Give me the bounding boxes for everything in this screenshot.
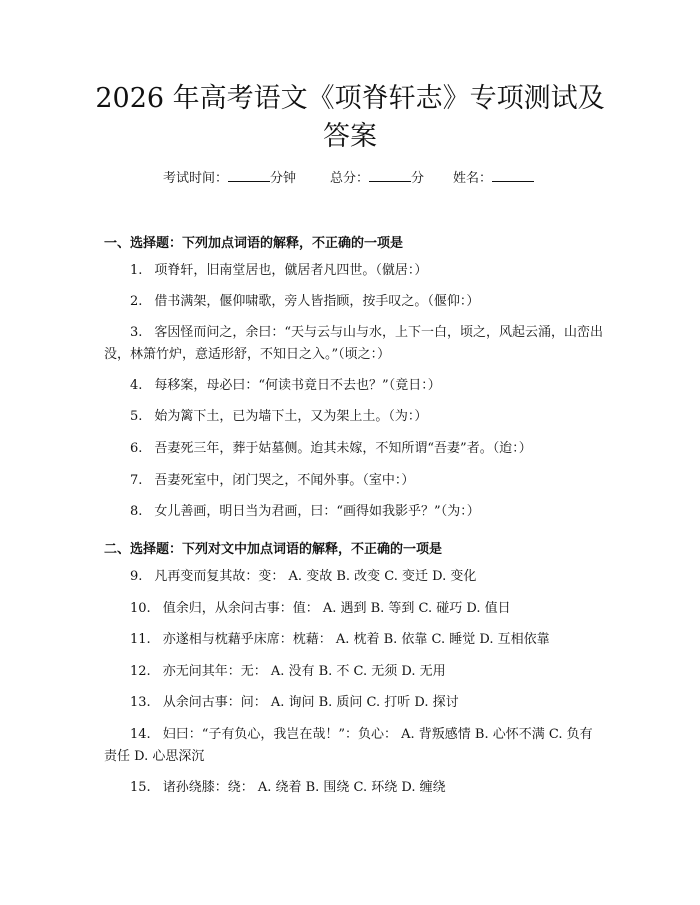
section-2-heading: 二、选择题：下列对文中加点词语的解释，不正确的一项是 (104, 542, 443, 557)
total-score-field (330, 168, 424, 188)
question-number: 6. (130, 441, 143, 456)
exam-time-field (163, 168, 296, 188)
exam-time-unit: 分钟 (270, 171, 297, 186)
question-number: 1. (130, 263, 143, 278)
question-6 (104, 438, 604, 460)
question-number: 14. (130, 727, 151, 742)
question-12 (104, 661, 604, 683)
question-text: 亦遂相与枕藉乎床席：枕藉： A. 枕着 B. 依靠 C. 睡觉 D. 互相依靠 (162, 632, 550, 647)
question-number: 3. (130, 325, 143, 340)
question-number: 7. (130, 473, 143, 488)
question-text: 借书满架，偃仰啸歌，旁人皆指顾，按手叹之。（偃仰：） (154, 294, 480, 309)
question-10 (104, 598, 604, 620)
total-score-blank[interactable] (369, 168, 411, 182)
question-number: 9. (130, 569, 143, 584)
question-4 (104, 375, 604, 397)
question-2 (104, 291, 604, 313)
document-title: 2026 年高考语文《项脊轩志》专项测试及答案 (95, 83, 605, 152)
question-number: 8. (130, 504, 143, 519)
question-3 (104, 322, 604, 366)
question-text: 始为篱下土，已为墙下土，又为架上土。（为：） (154, 409, 428, 424)
total-score-label: 总分： (330, 171, 370, 186)
total-score-unit: 分 (411, 171, 425, 186)
question-number: 12. (130, 664, 151, 679)
question-text: 女儿善画，明日当为君画，曰：“画得如我影乎？”（为：） (154, 504, 480, 519)
question-text: 诸孙绕膝：绕： A. 绕着 B. 围绕 C. 环绕 D. 缠绕 (162, 780, 446, 795)
section-1-heading: 一、选择题：下列加点词语的解释，不正确的一项是 (104, 236, 404, 251)
question-text: 客因怪而问之，余曰：“天与云与山与水，上下一白，顷之，风起云涌，山峦出没，林箫竹炉，意适形舒，不知日之入。”（顷之：） (104, 325, 604, 362)
question-13 (104, 692, 604, 714)
question-number: 13. (130, 695, 151, 710)
student-name-field (453, 168, 534, 188)
question-text: 值余归，从余问古事：值： A. 遇到 B. 等到 C. 碰巧 D. 值日 (162, 601, 511, 616)
question-number: 2. (130, 294, 143, 309)
question-8 (104, 501, 604, 523)
question-9 (104, 566, 604, 588)
question-number: 10. (130, 601, 151, 616)
question-14 (104, 724, 604, 768)
exam-time-blank[interactable] (228, 168, 270, 182)
question-text: 凡再变而复其故：变： A. 变故 B. 改变 C. 变迁 D. 变化 (154, 569, 477, 584)
question-5 (104, 406, 604, 428)
student-name-label: 姓名： (453, 171, 493, 186)
question-number: 15. (130, 780, 151, 795)
student-name-blank[interactable] (492, 168, 534, 182)
question-7 (104, 470, 604, 492)
question-text: 吾妻死三年，葬于姑墓侧。迨其未嫁，不知所谓“吾妻”者。（迨：） (154, 441, 532, 456)
question-text: 项脊轩，旧南堂居也，僦居者凡四世。（僦居：） (154, 263, 428, 278)
question-text: 从余问古事：问： A. 询问 B. 质问 C. 打听 D. 探讨 (162, 695, 459, 710)
question-text: 吾妻死室中，闭门哭之，不闻外事。（室中：） (154, 473, 415, 488)
question-text: 妇曰：“子有负心，我岂在哉！”：负心： A. 背叛感情 B. 心怀不满 C. 负有责任 D. 心思深沉 (104, 727, 593, 764)
exam-time-label: 考试时间： (163, 171, 229, 186)
question-15 (104, 777, 604, 799)
question-number: 11. (130, 632, 151, 647)
question-text: 亦无问其年：无： A. 没有 B. 不 C. 无须 D. 无用 (162, 664, 446, 679)
question-1 (104, 260, 604, 282)
question-text: 每移案，母必曰：“何读书竟日不去也？”（竟日：） (154, 378, 441, 393)
question-number: 5. (130, 409, 143, 424)
question-11 (104, 629, 604, 651)
question-number: 4. (130, 378, 143, 393)
